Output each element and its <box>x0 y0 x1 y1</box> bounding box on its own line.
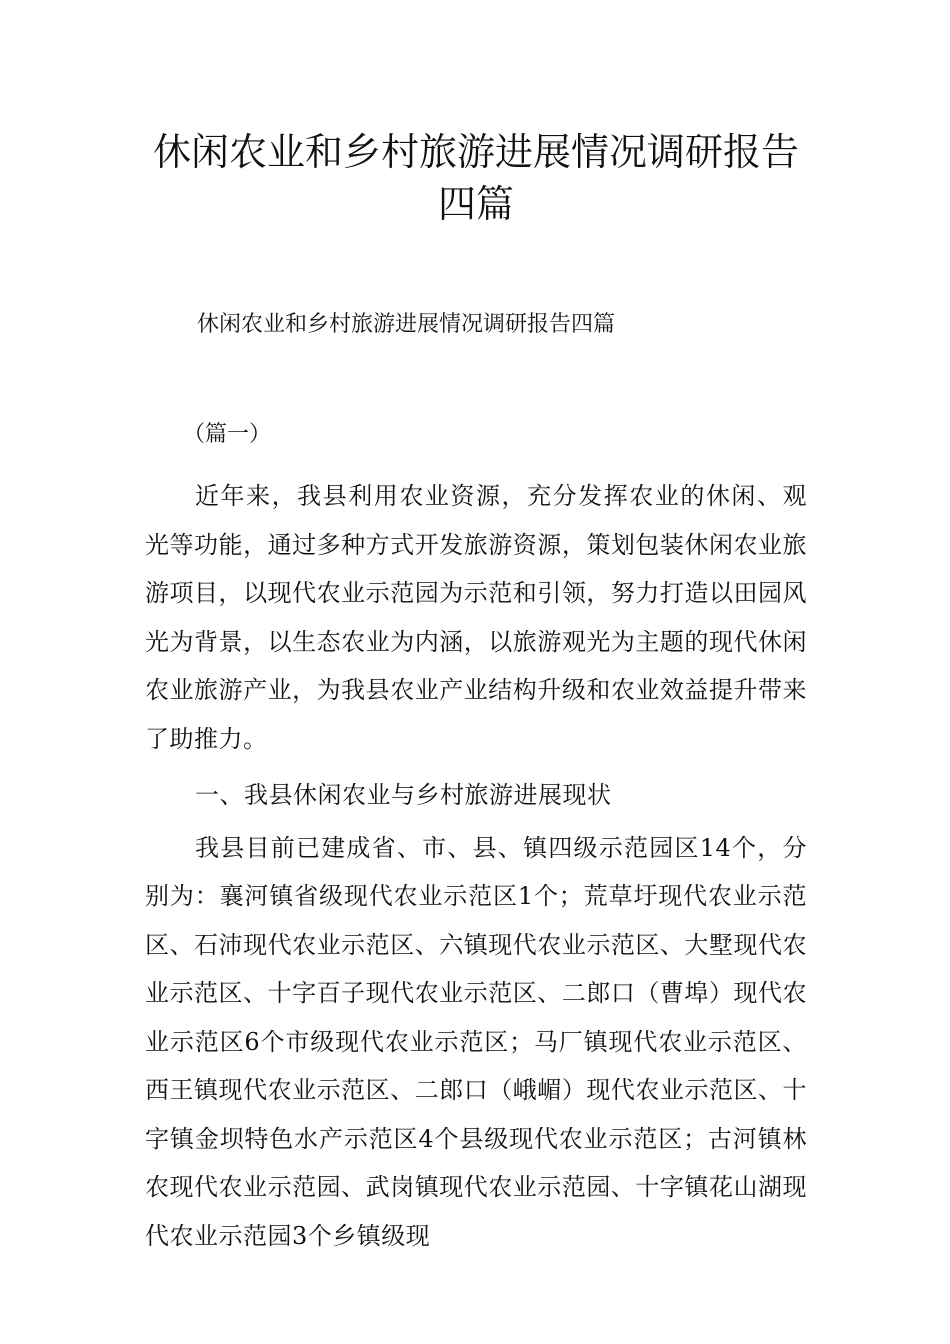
section-label: （篇一） <box>183 422 272 447</box>
paragraph-intro: 近年来，我县利用农业资源，充分发挥农业的休闲、观光等功能，通过多种方式开发旅游资源，策划包装休闲农业旅游项目，以现代农业示范园为示范和引领，努力打造以田园风光为背景，以生态农业为内涵，以旅游观光为主题的现代休闲农业旅游产业，为我县农业产业结构升级和农业效益提升带来了助推力。 <box>145 482 807 753</box>
document-title: 休闲农业和乡村旅游进展情况调研报告四篇 <box>152 130 799 226</box>
document-subtitle: 休闲农业和乡村旅游进展情况调研报告四篇 <box>197 312 616 337</box>
paragraph-status: 我县目前已建成省、市、县、镇四级示范园区14个，分别为：襄河镇省级现代农业示范区1个；荒草圩现代农业示范区、石沛现代农业示范区、六镇现代农业示范区、大墅现代农业示范区、十字百子现代农业示范区、二郎口（曹埠）现代农业示范区6个市级现代农业示范区；马厂镇现代农业示范区、西王镇现代农业示范区、二郎口（峨嵋）现代农业示范区、十字镇金坝特色水产示范区4个县级现代农业示范区；古河镇林农现代农业示范园、武岗镇现代农业示范园、十字镇花山湖现代农业示范园3个乡镇级现 <box>145 833 807 1250</box>
section-heading: 一、我县休闲农业与乡村旅游进展现状 <box>195 781 612 809</box>
